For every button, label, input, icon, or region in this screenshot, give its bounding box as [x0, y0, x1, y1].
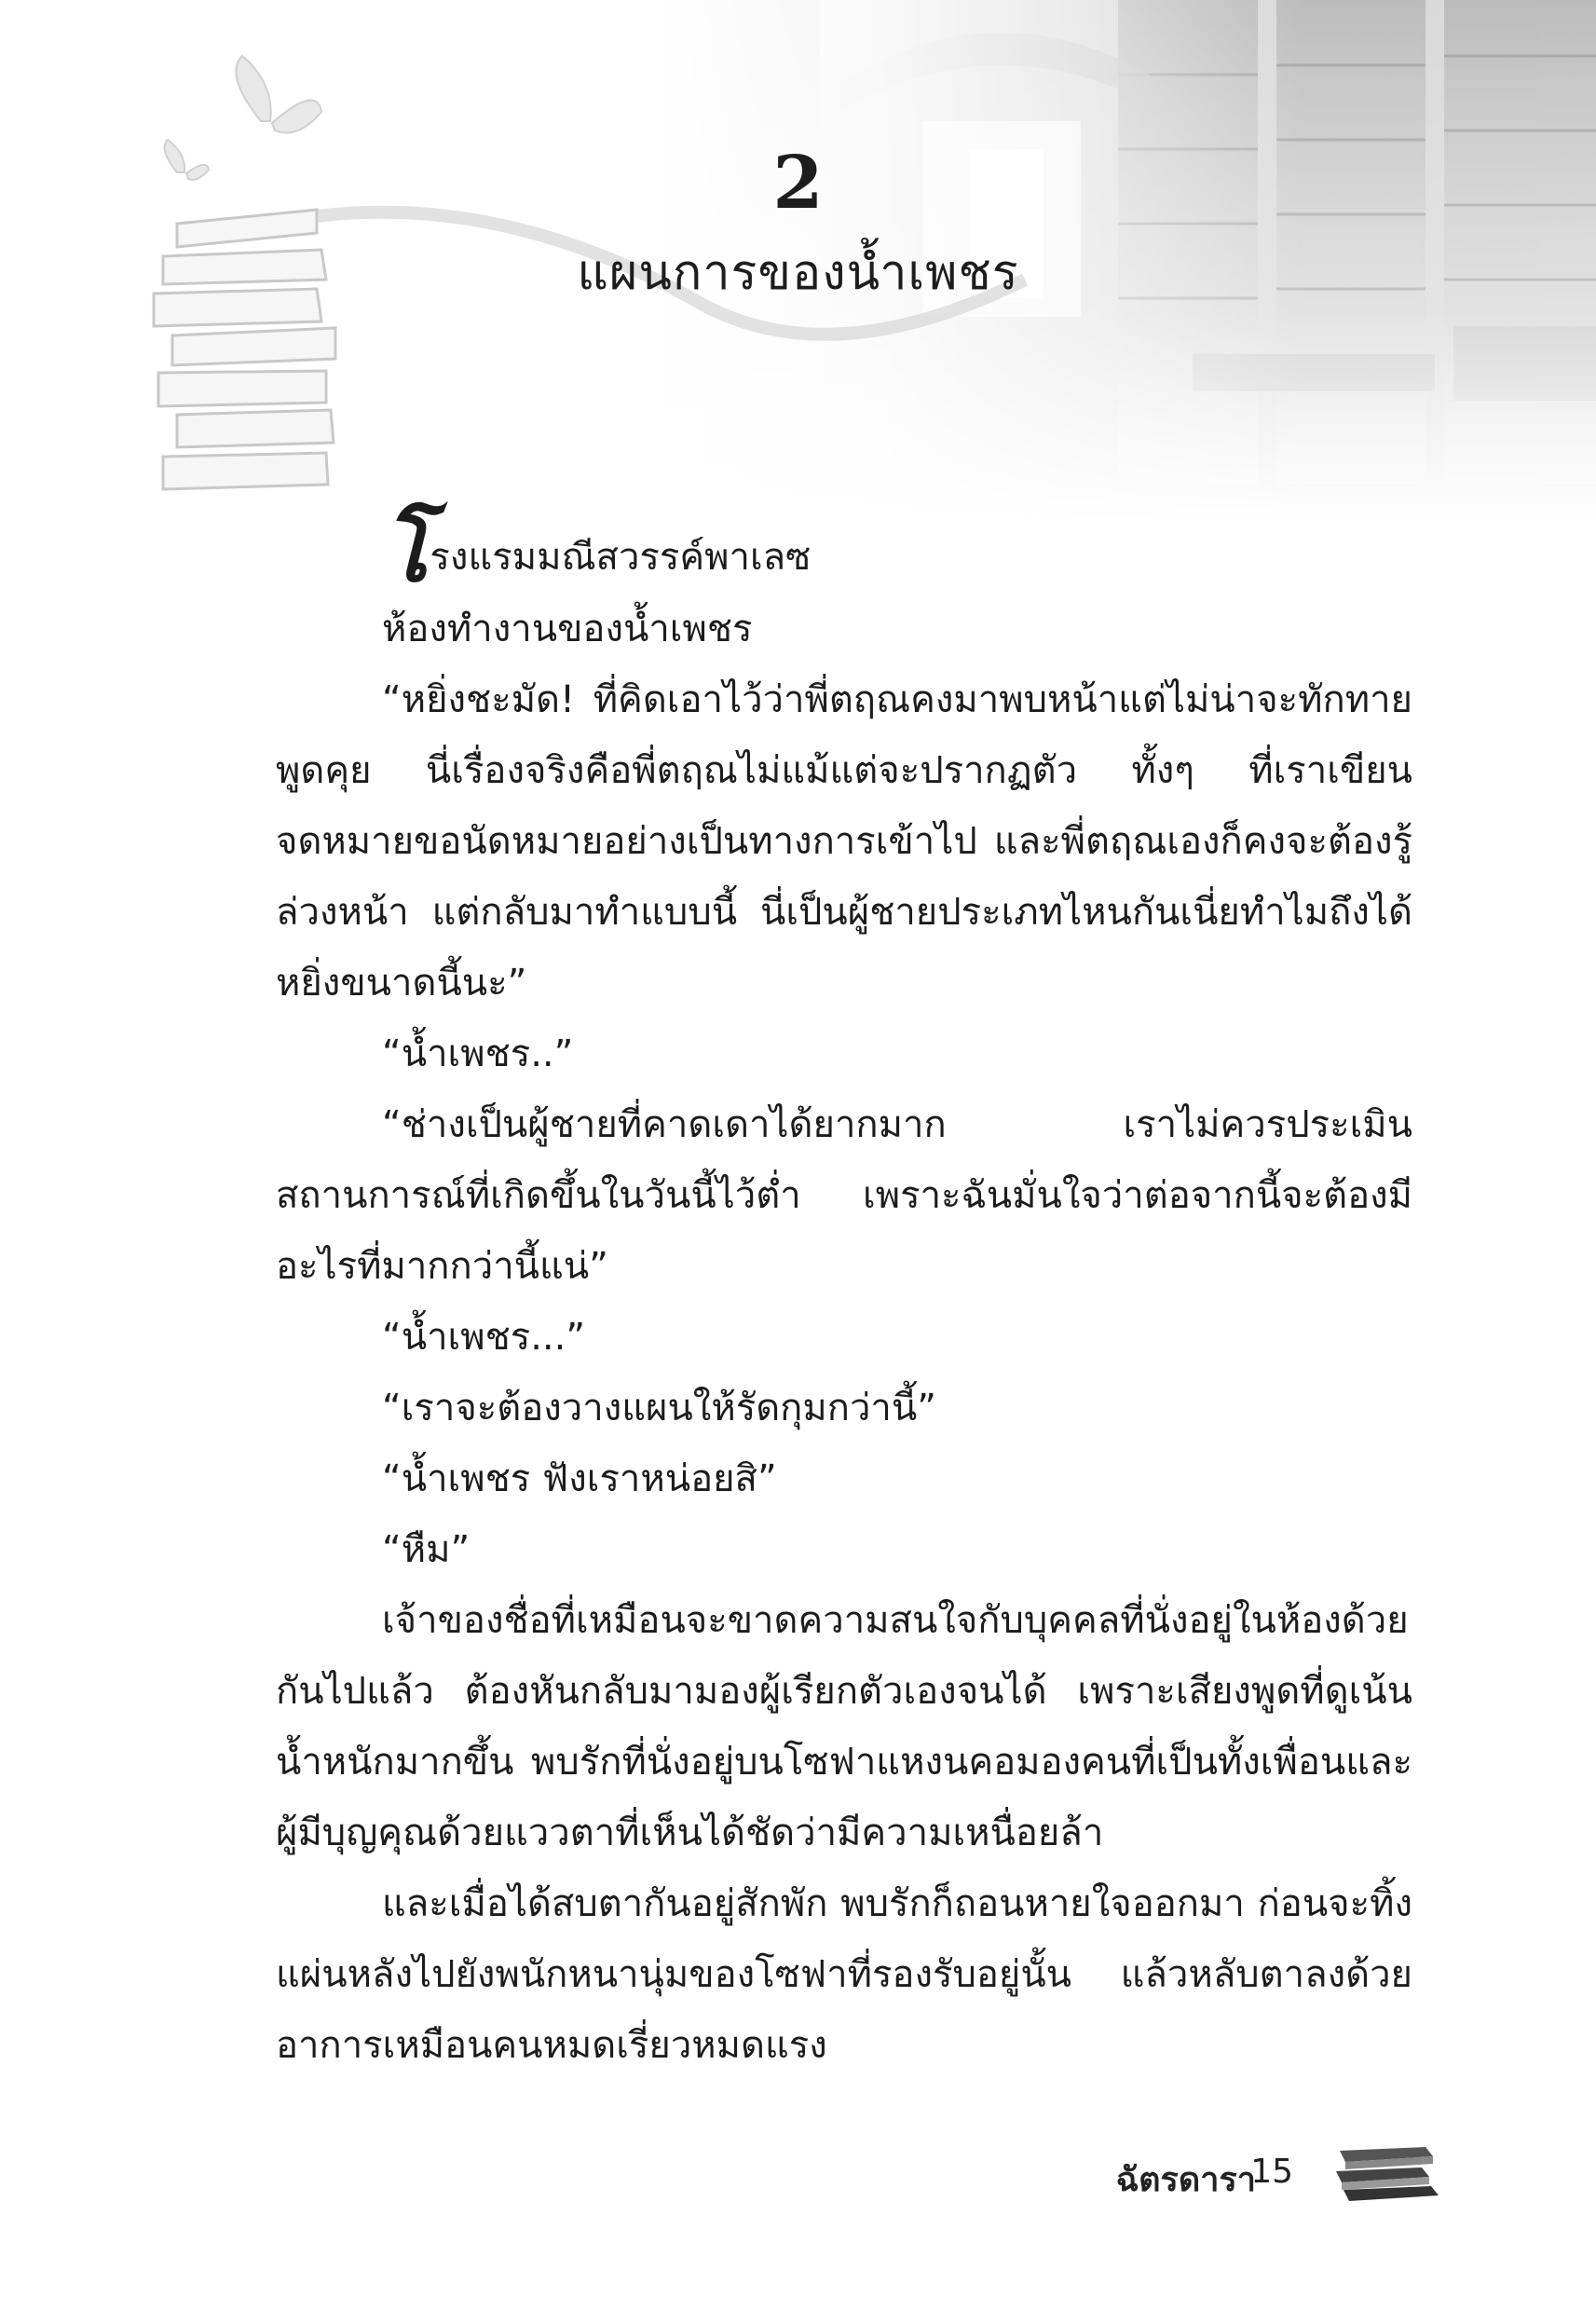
paragraph: และเมื่อได้สบตากันอยู่สักพัก พบรักก็ถอนหายใจออกมา ก่อนจะทิ้งแผ่นหลังไปยังพนักหนานุ่มของโซฟาที่รองรับอยู่นั้น แล้วหลับตาลงด้วยอาการเหมือนคนหมดเรี่ยวหมดแรง [276, 1882, 1412, 2067]
chapter-title: แผนการของน้ำเพชร [577, 245, 1019, 301]
paragraph: “เราจะต้องวางแผนให้รัดกุมกว่านี้” [382, 1387, 936, 1429]
paragraph: “ช่างเป็นผู้ชายที่คาดเดาได้ยากมาก เราไม่ควรประเมินสถานการณ์ที่เกิดขึ้นในวันนี้ไว้ต่ำ เพราะฉันมั่นใจว่าต่อจากนี้จะต้องมีอะไรที่มากกว่านี้แน่” [276, 1103, 1412, 1288]
paragraph: “หืม” [382, 1528, 471, 1571]
opening-paragraph [276, 500, 1412, 601]
book-stack-icon [1332, 2143, 1444, 2205]
paragraph: “น้ำเพชร...” [382, 1316, 586, 1359]
paragraph: ห้องทำงานของน้ำเพชร [382, 608, 753, 650]
paragraph: “น้ำเพชร ฟังเราหน่อยสิ” [382, 1457, 777, 1500]
page-footer [0, 2143, 1596, 2208]
paragraph: เจ้าของชื่อที่เหมือนจะขาดความสนใจกับบุคคลที่นั่งอยู่ในห้องด้วยกันไปแล้ว ต้องหันกลับมามองผู้เรียกตัวเองจนได้ เพราะเสียงพูดที่ดูเน้นน้ำหนักมากขึ้น พบรักที่นั่งอยู่บนโซฟาแหงนคอมองคนที่เป็นทั้งเพื่อนและผู้มีบุญคุณด้วยแววตาที่เห็นได้ชัดว่ามีความเหนื่อยล้า [276, 1599, 1412, 1854]
paragraph: “น้ำเพชร..” [382, 1032, 574, 1075]
page-number: 15 [1250, 2153, 1293, 2191]
paragraph: “หยิ่งชะมัด! ที่คิดเอาไว้ว่าพี่ตฤณคงมาพบหน้าแต่ไม่น่าจะทักทายพูดคุย นี่เรื่องจริงคือพี่ตฤณไม่แม้แต่จะปรากฏตัว ทั้งๆ ที่เราเขียนจดหมายขอนัดหมายอย่างเป็นทางการเข้าไป และพี่ตฤณเองก็คงจะต้องรู้ล่วงหน้า แต่กลับมาทำแบบนี้ นี่เป็นผู้ชายประเภทไหนกันเนี่ยทำไมถึงได้หยิ่งขนาดนี้นะ” [276, 678, 1412, 1005]
paragraph-text: รงแรมมณีสวรรค์พาเลซ [430, 536, 812, 579]
chapter-number: 2 [772, 141, 824, 226]
book-title: ฉัตรดารา [1115, 2161, 1256, 2199]
chapter-body [276, 500, 1412, 2081]
drop-cap: โ [382, 500, 429, 601]
